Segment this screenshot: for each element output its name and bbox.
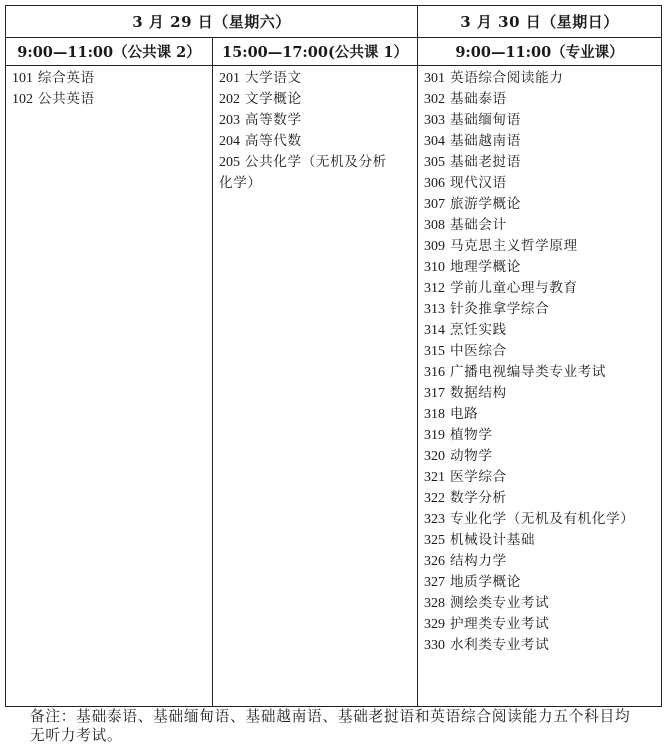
subject-code: 301 <box>424 71 446 86</box>
subject-item <box>219 152 417 173</box>
subject-name: 水利类专业考试 <box>449 637 550 653</box>
subject-item <box>424 509 661 530</box>
subject-item <box>424 614 661 635</box>
subject-name: 基础缅甸语 <box>449 112 521 128</box>
subject-name: 旅游学概论 <box>449 196 521 212</box>
subject-list <box>418 66 662 707</box>
subject-code: 321 <box>424 470 446 485</box>
subject-item <box>424 110 661 131</box>
date-header-row <box>6 6 662 38</box>
subject-item <box>424 89 661 110</box>
subject-code: 318 <box>424 407 446 422</box>
subject-name: 数学分析 <box>449 490 507 506</box>
time-slot-header: 15:00—17:00(公共课 1） <box>213 38 418 66</box>
subject-item <box>424 404 661 425</box>
subject-list-row <box>6 66 662 707</box>
subject-code: 325 <box>424 533 446 548</box>
subject-list <box>6 66 213 707</box>
subject-item <box>219 173 417 194</box>
subject-code: 327 <box>424 575 446 590</box>
subject-code: 203 <box>219 113 240 128</box>
subject-code: 305 <box>424 155 446 170</box>
subject-code: 204 <box>219 134 240 149</box>
subject-name: 大学语文 <box>244 70 302 86</box>
subject-code: 326 <box>424 554 446 569</box>
exam-schedule-table <box>5 5 662 707</box>
subject-item <box>12 68 212 89</box>
subject-item <box>424 152 661 173</box>
subject-name: 针灸推拿学综合 <box>449 301 550 317</box>
subject-code: 306 <box>424 176 446 191</box>
subject-item <box>424 236 661 257</box>
subject-name: 现代汉语 <box>449 175 507 191</box>
subject-name: 基础越南语 <box>449 133 521 149</box>
subject-item <box>424 320 661 341</box>
subject-code: 312 <box>424 281 446 296</box>
subject-item <box>219 89 417 110</box>
subject-name: 医学综合 <box>449 469 507 485</box>
subject-item <box>424 341 661 362</box>
subject-code: 314 <box>424 323 446 338</box>
subject-name: 公共化学（无机及分析 <box>244 154 387 170</box>
subject-item <box>424 467 661 488</box>
subject-item <box>424 68 661 89</box>
subject-name: 英语综合阅读能力 <box>449 70 564 86</box>
subject-item <box>424 362 661 383</box>
subject-name: 化学） <box>219 175 262 191</box>
subject-name: 中医综合 <box>449 343 507 359</box>
subject-name: 电路 <box>449 406 479 422</box>
subject-name: 植物学 <box>449 427 493 443</box>
date-header-mar30: 3 月 30 日（星期日） <box>418 6 662 38</box>
subject-name: 广播电视编导类专业考试 <box>449 364 607 380</box>
subject-code: 317 <box>424 386 446 401</box>
subject-name: 地理学概论 <box>449 259 521 275</box>
subject-code: 308 <box>424 218 446 233</box>
subject-code: 316 <box>424 365 446 380</box>
subject-name: 高等代数 <box>244 133 302 149</box>
subject-name: 学前儿童心理与教育 <box>449 280 578 296</box>
subject-item <box>424 299 661 320</box>
subject-name: 结构力学 <box>449 553 507 569</box>
subject-code: 309 <box>424 239 446 254</box>
subject-code: 205 <box>219 155 240 170</box>
subject-code: 201 <box>219 71 240 86</box>
subject-item <box>424 383 661 404</box>
subject-item <box>219 68 417 89</box>
subject-name: 基础泰语 <box>449 91 507 107</box>
subject-name: 烹饪实践 <box>449 322 507 338</box>
subject-code: 101 <box>12 71 33 86</box>
subject-code: 303 <box>424 113 446 128</box>
subject-name: 地质学概论 <box>449 574 521 590</box>
subject-item <box>424 446 661 467</box>
subject-code: 307 <box>424 197 446 212</box>
subject-code: 313 <box>424 302 446 317</box>
subject-item <box>424 635 661 656</box>
subject-item <box>424 131 661 152</box>
time-slot-header: 9:00—11:00（公共课 2） <box>6 38 213 66</box>
subject-name: 专业化学（无机及有机化学） <box>449 511 635 527</box>
subject-name: 公共英语 <box>37 91 95 107</box>
time-slot-row <box>6 38 662 66</box>
subject-item <box>424 572 661 593</box>
subject-item <box>424 551 661 572</box>
subject-item <box>12 89 212 110</box>
subject-item <box>424 530 661 551</box>
subject-item <box>424 194 661 215</box>
subject-name: 马克思主义哲学原理 <box>449 238 578 254</box>
subject-name: 机械设计基础 <box>449 532 536 548</box>
subject-code: 330 <box>424 638 446 653</box>
subject-item <box>424 257 661 278</box>
subject-code: 315 <box>424 344 446 359</box>
subject-code: 322 <box>424 491 446 506</box>
time-slot-header: 9:00—11:00（专业课） <box>418 38 662 66</box>
subject-name: 基础会计 <box>449 217 507 233</box>
subject-item <box>424 593 661 614</box>
subject-item <box>424 488 661 509</box>
subject-code: 304 <box>424 134 446 149</box>
subject-item <box>424 215 661 236</box>
subject-item <box>424 425 661 446</box>
subject-code: 302 <box>424 92 446 107</box>
subject-item <box>424 278 661 299</box>
subject-name: 高等数学 <box>244 112 302 128</box>
subject-item <box>424 173 661 194</box>
footnote: 备注：基础泰语、基础缅甸语、基础越南语、基础老挝语和英语综合阅读能力五个科目均无听力考试。 <box>30 708 631 744</box>
subject-code: 202 <box>219 92 240 107</box>
subject-code: 323 <box>424 512 446 527</box>
date-header-mar29: 3 月 29 日（星期六） <box>6 6 418 38</box>
subject-name: 测绘类专业考试 <box>449 595 550 611</box>
subject-name: 综合英语 <box>37 70 95 86</box>
subject-name: 护理类专业考试 <box>449 616 550 632</box>
subject-name: 数据结构 <box>449 385 507 401</box>
subject-name: 动物学 <box>449 448 493 464</box>
subject-list <box>213 66 418 707</box>
subject-item <box>219 110 417 131</box>
subject-name: 基础老挝语 <box>449 154 521 170</box>
subject-code: 310 <box>424 260 446 275</box>
subject-code: 320 <box>424 449 446 464</box>
subject-code: 319 <box>424 428 446 443</box>
subject-item <box>219 131 417 152</box>
subject-name: 文学概论 <box>244 91 302 107</box>
subject-code: 328 <box>424 596 446 611</box>
subject-code: 329 <box>424 617 446 632</box>
subject-code: 102 <box>12 92 33 107</box>
